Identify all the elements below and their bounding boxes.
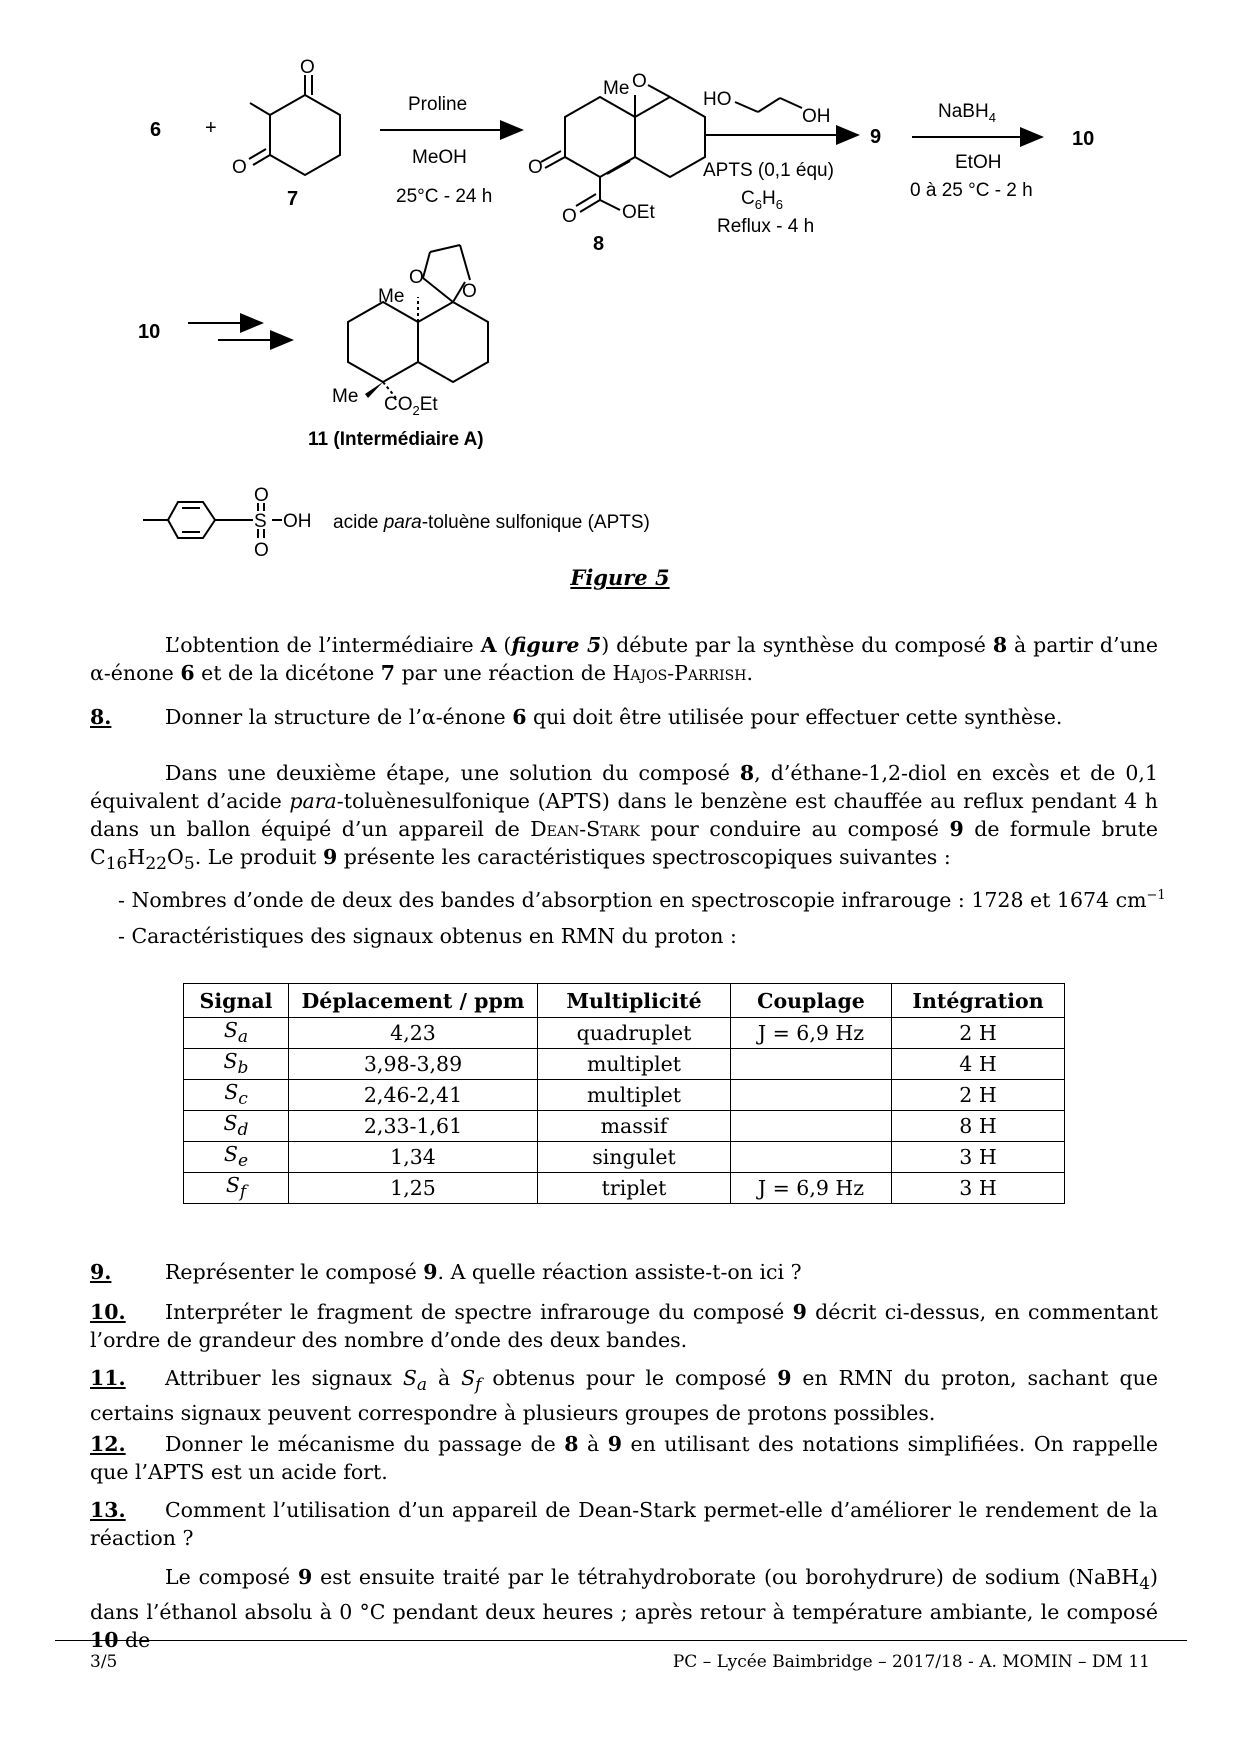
question-10: 10. Interpréter le fragment de spectre infrarouge du composé 9 décrit ci-dessus, en commentant l’ordre de grandeur des nombre d’onde des deux bandes.	[90, 1300, 1158, 1352]
integration-cell: 3 H	[892, 1173, 1065, 1204]
question-11: 11. Attribuer les signaux $S_a$ à $S_f$ obtenus pour le composé 9 en RMN du proton, sachant que certains signaux peuvent correspondre à plusieurs groupes de protons possibles.	[90, 1366, 1158, 1426]
paragraph-nabh4: Le composé 9 est ensuite traité par le tétrahydroborate (ou borohydrure) de sodium (NaBH$_4$) dans l’éthanol absolu à 0 °C pendant deux heures ; après retour à température ambiante, le composé 10 de	[90, 1565, 1158, 1653]
atom-o-label: O	[562, 206, 577, 227]
multiplicity-cell: triplet	[538, 1173, 731, 1204]
page-number: 3/5	[90, 1652, 118, 1672]
atom-o-label: O	[254, 540, 269, 561]
question-9: 9. Représenter le composé 9. A quelle réaction assiste-t-on ici ?	[90, 1260, 802, 1284]
nmr-intro-bullet: - Caractéristiques des signaux obtenus en RMN du proton :	[118, 924, 737, 948]
table-row	[184, 1142, 1065, 1173]
plus-sign: +	[205, 117, 217, 139]
multiplicity-cell: multiplet	[538, 1049, 731, 1080]
reaction-scheme-figure	[0, 0, 1240, 620]
hydroxyl-ho-label: HO	[703, 89, 732, 110]
table-row	[184, 1173, 1065, 1204]
column-header-signal: Signal	[184, 984, 289, 1018]
solvent-meoh: MeOH	[412, 147, 467, 168]
footer-course-info: PC – Lycée Baimbridge – 2017/18 - A. MOMIN – DM 11	[672, 1652, 1150, 1672]
paragraph-intro: L’obtention de l’intermédiaire A (figure 5) débute par la synthèse du composé 8 à partir d’une α-énone 6 et de la dicétone 7 par une réaction de Hajos-Parrish.	[90, 633, 1159, 685]
signal-cell: $S_e$	[184, 1142, 289, 1173]
compound-7-structure	[232, 57, 340, 178]
compound-10-start-label: 10	[138, 321, 161, 343]
reagent-nabh4: NaBH$_4$	[938, 101, 996, 125]
compound-9-label: 9	[870, 126, 882, 148]
shift-cell: 4,23	[289, 1018, 538, 1049]
ethylene-glycol-structure	[703, 89, 831, 127]
reagent-proline: Proline	[408, 94, 468, 115]
ester-co2et-label: $CO_2Et$	[384, 394, 438, 418]
conditions-0-25c-2h: 0 à 25 °C - 2 h	[910, 180, 1033, 201]
question-number: 12.	[90, 1432, 126, 1456]
column-header-shift: Déplacement / ppm	[289, 984, 538, 1018]
compound-7-label: 7	[287, 188, 299, 210]
coupling-cell	[731, 1142, 892, 1173]
hydroxyl-oh-label: OH	[802, 106, 831, 127]
question-number: 9.	[90, 1260, 112, 1284]
atom-o-label: O	[254, 485, 269, 506]
shift-cell: 1,34	[289, 1142, 538, 1173]
integration-cell: 2 H	[892, 1080, 1065, 1111]
ethoxy-oet-label: OEt	[622, 202, 655, 223]
table-row	[184, 1018, 1065, 1049]
shift-cell: 2,46-2,41	[289, 1080, 538, 1111]
methyl-me-label: Me	[378, 286, 405, 307]
column-header-coupling: Couplage	[731, 984, 892, 1018]
integration-cell: 8 H	[892, 1111, 1065, 1142]
compound-8-label: 8	[593, 233, 605, 255]
question-8: 8. Donner la structure de l’α-énone 6 qui doit être utilisée pour effectuer cette synthèse.	[90, 705, 1063, 729]
integration-cell: 2 H	[892, 1018, 1065, 1049]
signal-cell: $S_b$	[184, 1049, 289, 1080]
compound-11-label: 11 (Intermédiaire A)	[308, 429, 484, 450]
atom-o-label: O	[528, 157, 543, 178]
compound-6-label: 6	[150, 119, 162, 141]
column-header-multiplicity: Multiplicité	[538, 984, 731, 1018]
signal-cell: $S_a$	[184, 1018, 289, 1049]
atom-o-label: O	[462, 281, 477, 302]
question-number: 10.	[90, 1300, 126, 1324]
sulfur-s-label: S	[254, 511, 267, 532]
multiplicity-cell: massif	[538, 1111, 731, 1142]
coupling-cell	[731, 1049, 892, 1080]
nmr-data-table	[183, 983, 1065, 1204]
compound-8-structure	[528, 71, 705, 227]
integration-cell: 4 H	[892, 1049, 1065, 1080]
shift-cell: 1,25	[289, 1173, 538, 1204]
atom-o-label: O	[300, 57, 315, 78]
atom-o-label: O	[632, 71, 647, 92]
multiplicity-cell: multiplet	[538, 1080, 731, 1111]
apts-name: acide para-toluène sulfonique (APTS)	[333, 512, 650, 533]
multiplicity-cell: quadruplet	[538, 1018, 731, 1049]
signal-cell: $S_c$	[184, 1080, 289, 1111]
table-header-row	[184, 984, 1065, 1018]
methyl-me-label: Me	[603, 78, 630, 99]
table-row	[184, 1080, 1065, 1111]
compound-10-label: 10	[1072, 128, 1095, 150]
atom-o-label: O	[232, 157, 247, 178]
paragraph-dean-stark: Dans une deuxième étape, une solution du composé 8, d’éthane-1,2-diol en excès et de 0,1 équivalent d’acide para-toluènesulfonique (APTS) dans le benzène est chauffée au reflux pendant 4 h dans un ballon équipé d’un appareil de Dean-Stark pour conduire au composé 9 de formule brute $C_{16}H_{22}O_5$. Le produit 9 présente les caractéristiques spectroscopiques suivantes :	[90, 761, 1158, 875]
atom-o-label: O	[409, 267, 424, 288]
coupling-cell: J = 6,9 Hz	[731, 1018, 892, 1049]
shift-cell: 3,98-3,89	[289, 1049, 538, 1080]
table-row	[184, 1111, 1065, 1142]
question-12: 12. Donner le mécanisme du passage de 8 à 9 en utilisant des notations simplifiées. On rappelle que l’APTS est un acide fort.	[90, 1432, 1158, 1484]
solvent-etoh: EtOH	[955, 152, 1002, 173]
conditions-reflux-4h: Reflux - 4 h	[717, 216, 815, 237]
figure-caption: Figure 5	[570, 565, 670, 590]
table-row	[184, 1049, 1065, 1080]
question-13: 13. Comment l’utilisation d’un appareil de Dean-Stark permet-elle d’améliorer le rendement de la réaction ?	[90, 1498, 1158, 1550]
question-number: 13.	[90, 1498, 126, 1522]
coupling-cell	[731, 1111, 892, 1142]
column-header-integration: Intégration	[892, 984, 1065, 1018]
multiplicity-cell: singulet	[538, 1142, 731, 1173]
shift-cell: 2,33-1,61	[289, 1111, 538, 1142]
catalyst-apts: APTS (0,1 équ)	[703, 160, 834, 181]
signal-cell: $S_f$	[184, 1173, 289, 1204]
ir-bands-bullet: - Nombres d’onde de deux des bandes d’absorption en spectroscopie infrarouge : 1728 et 1674 $cm^{-1}$	[118, 887, 1166, 912]
conditions-25c-24h: 25°C - 24 h	[396, 186, 493, 207]
integration-cell: 3 H	[892, 1142, 1065, 1173]
coupling-cell	[731, 1080, 892, 1111]
methyl-me-label: Me	[332, 386, 359, 407]
footer-divider	[55, 1640, 1187, 1641]
apts-structure	[143, 485, 312, 561]
question-number: 8.	[90, 705, 112, 729]
signal-cell: $S_d$	[184, 1111, 289, 1142]
solvent-benzene: $C_6H_6$	[741, 188, 783, 212]
coupling-cell: J = 6,9 Hz	[731, 1173, 892, 1204]
compound-11-structure	[332, 245, 488, 418]
question-number: 11.	[90, 1366, 126, 1390]
hydroxyl-oh-label: OH	[283, 511, 312, 532]
